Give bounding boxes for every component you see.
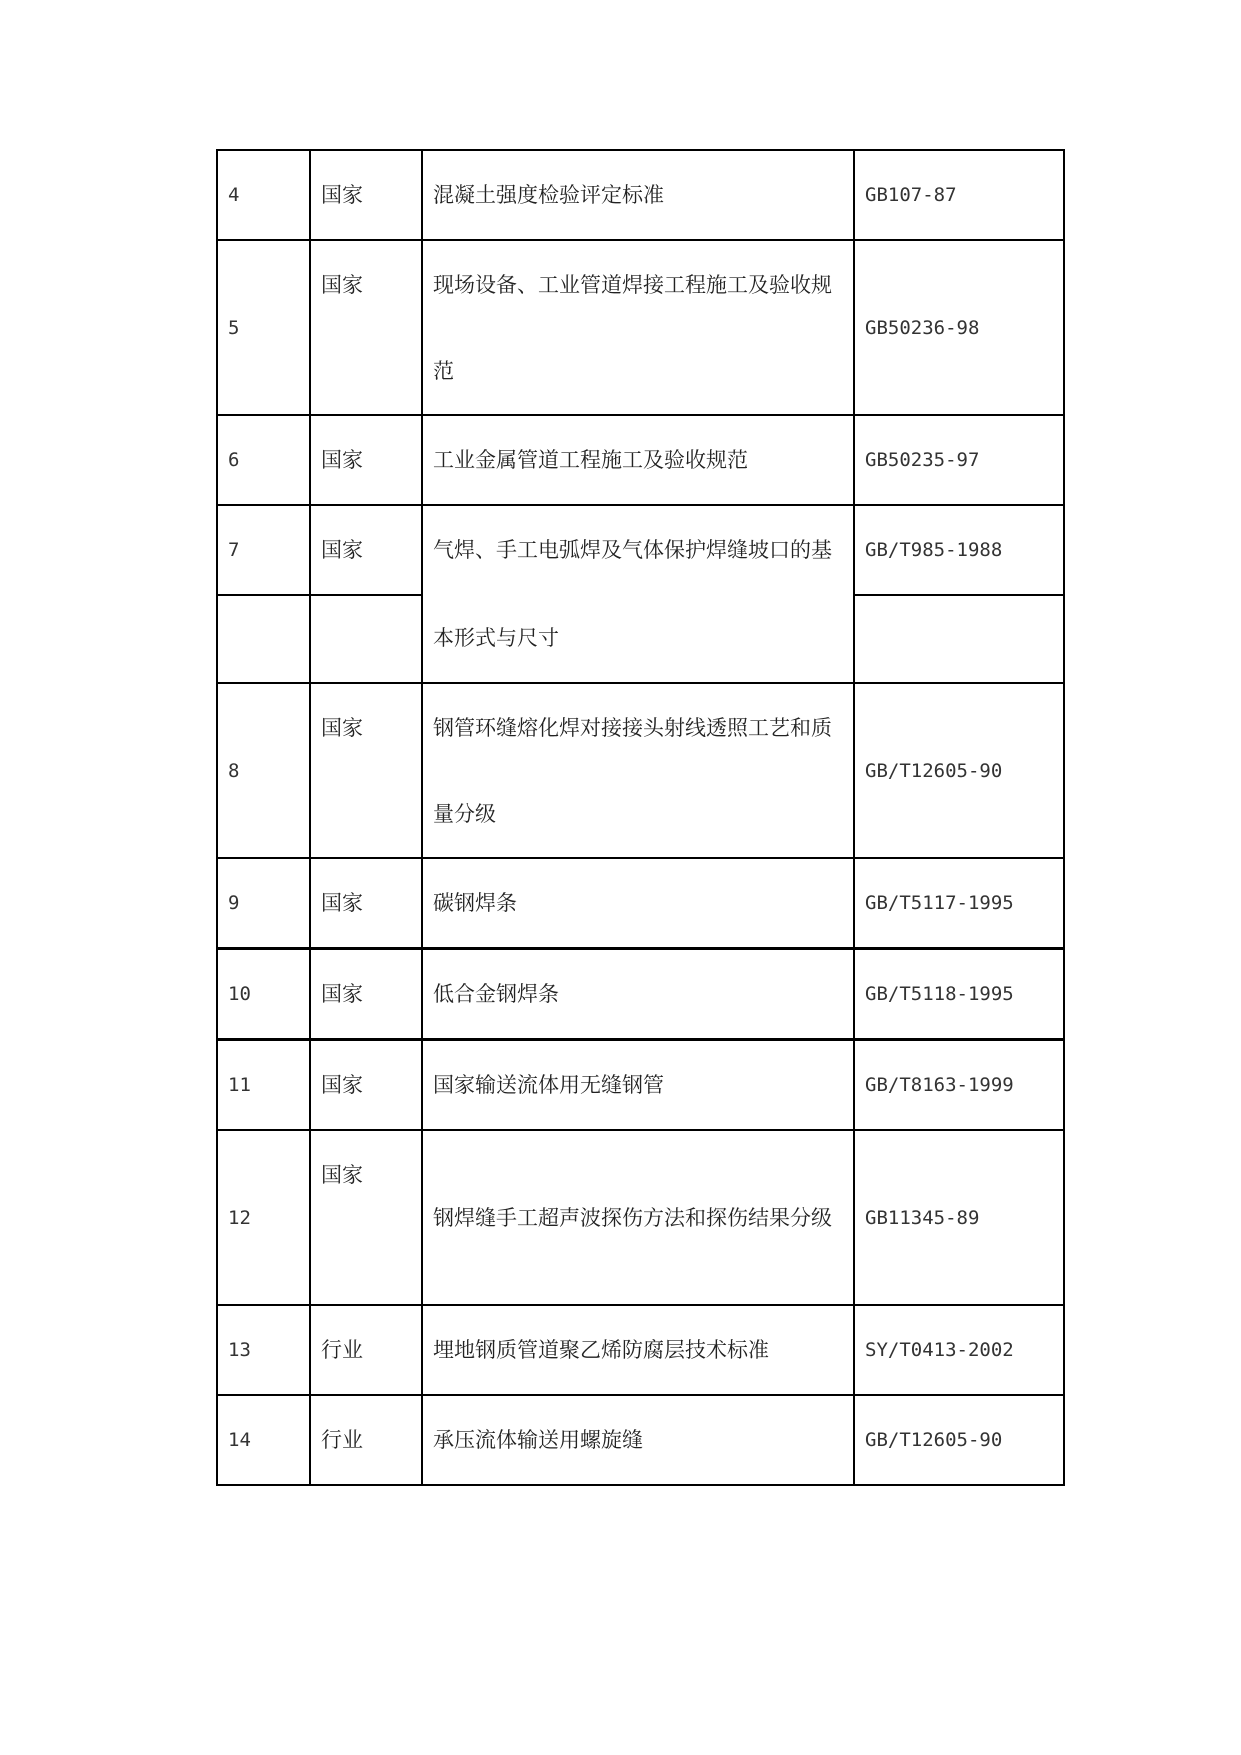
standard-name: 工业金属管道工程施工及验收规范	[422, 415, 854, 505]
standard-level: 行业	[310, 1395, 422, 1485]
standard-level: 行业	[310, 1305, 422, 1395]
table-row	[217, 1040, 1064, 1131]
standard-name: 混凝土强度检验评定标准	[422, 150, 854, 240]
table-row	[217, 683, 1064, 858]
row-number: 7	[217, 505, 310, 595]
standard-name: 气焊、手工电弧焊及气体保护焊缝坡口的基本形式与尺寸	[422, 505, 854, 683]
row-number: 13	[217, 1305, 310, 1395]
row-number: 12	[217, 1130, 310, 1305]
standard-name: 低合金钢焊条	[422, 949, 854, 1040]
standard-code: GB11345-89	[854, 1130, 1064, 1305]
standard-level: 国家	[310, 949, 422, 1040]
table-row	[217, 949, 1064, 1040]
standard-level: 国家	[310, 683, 422, 858]
standard-level: 国家	[310, 505, 422, 595]
row-number: 6	[217, 415, 310, 505]
table-row	[217, 1305, 1064, 1395]
standard-code: SY/T0413-2002	[854, 1305, 1064, 1395]
standard-name: 钢管环缝熔化焊对接接头射线透照工艺和质量分级	[422, 683, 854, 858]
standard-level: 国家	[310, 240, 422, 415]
standards-table	[216, 149, 1065, 1486]
standard-level: 国家	[310, 150, 422, 240]
standard-name: 碳钢焊条	[422, 858, 854, 949]
standard-level: 国家	[310, 1130, 422, 1305]
empty-cell	[310, 595, 422, 683]
standard-level: 国家	[310, 858, 422, 949]
table-row	[217, 415, 1064, 505]
row-number: 9	[217, 858, 310, 949]
standard-name: 埋地钢质管道聚乙烯防腐层技术标准	[422, 1305, 854, 1395]
standard-code: GB50236-98	[854, 240, 1064, 415]
row-number: 11	[217, 1040, 310, 1131]
empty-cell	[854, 595, 1064, 683]
standard-code: GB/T12605-90	[854, 683, 1064, 858]
standard-name: 钢焊缝手工超声波探伤方法和探伤结果分级	[422, 1130, 854, 1305]
standard-code: GB/T985-1988	[854, 505, 1064, 595]
standard-level: 国家	[310, 415, 422, 505]
table-row	[217, 1130, 1064, 1305]
table-row	[217, 240, 1064, 415]
row-number: 8	[217, 683, 310, 858]
table-row	[217, 505, 1064, 595]
standard-code: GB/T5117-1995	[854, 858, 1064, 949]
standard-code: GB50235-97	[854, 415, 1064, 505]
standard-name: 承压流体输送用螺旋缝	[422, 1395, 854, 1485]
table-row	[217, 858, 1064, 949]
table-row	[217, 1395, 1064, 1485]
row-number: 10	[217, 949, 310, 1040]
empty-cell	[217, 595, 310, 683]
standard-code: GB/T5118-1995	[854, 949, 1064, 1040]
standard-code: GB/T8163-1999	[854, 1040, 1064, 1131]
standard-name: 国家输送流体用无缝钢管	[422, 1040, 854, 1131]
table-row	[217, 150, 1064, 240]
standard-code: GB/T12605-90	[854, 1395, 1064, 1485]
row-number: 14	[217, 1395, 310, 1485]
standard-name: 现场设备、工业管道焊接工程施工及验收规范	[422, 240, 854, 415]
row-number: 4	[217, 150, 310, 240]
row-number: 5	[217, 240, 310, 415]
standard-level: 国家	[310, 1040, 422, 1131]
standard-code: GB107-87	[854, 150, 1064, 240]
